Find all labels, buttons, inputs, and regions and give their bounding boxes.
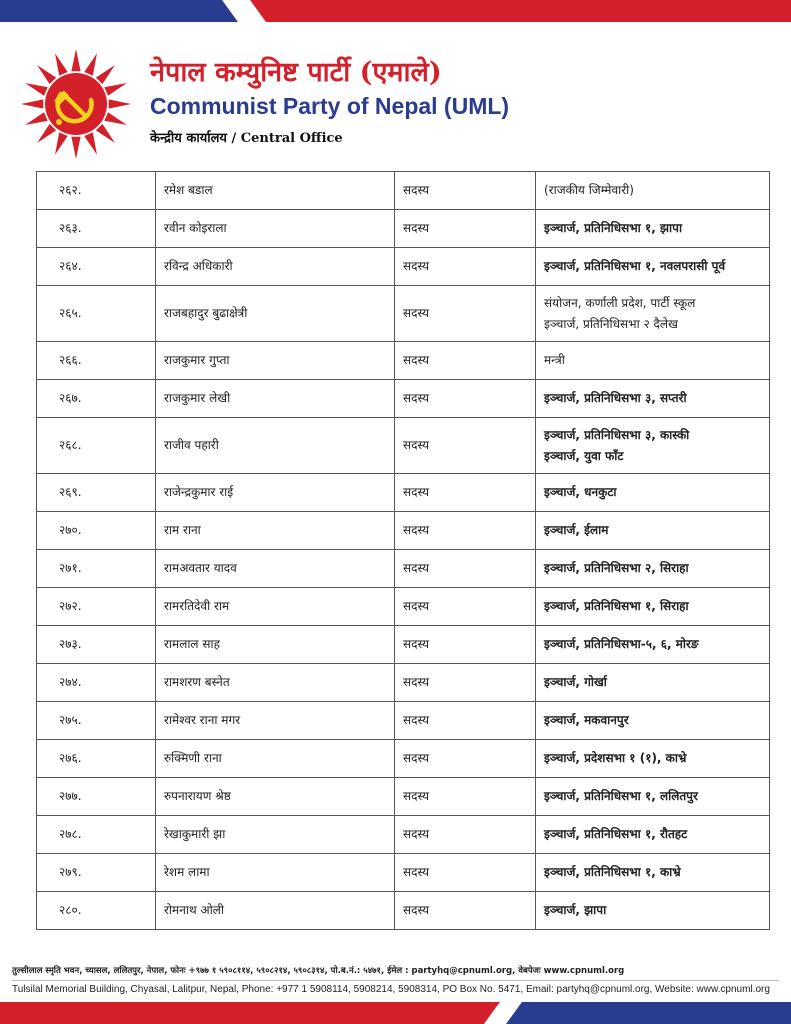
hammer-sickle-sun-icon: [20, 48, 132, 160]
responsibility-cell: [536, 512, 770, 550]
footer-divider: [12, 980, 779, 981]
member-role: सदस्य: [395, 588, 536, 626]
member-role: सदस्य: [395, 740, 536, 778]
serial-number: २७७.: [37, 778, 156, 816]
responsibility-cell: [536, 816, 770, 854]
member-name: रामरतिदेवी राम: [156, 588, 395, 626]
member-role: सदस्य: [395, 474, 536, 512]
responsibility-line: मन्त्री: [544, 353, 565, 367]
member-role: सदस्य: [395, 778, 536, 816]
member-role: सदस्य: [395, 248, 536, 286]
table-row: [37, 626, 770, 664]
member-name: रामशरण बस्नेत: [156, 664, 395, 702]
footer-address-english: Tulsilal Memorial Building, Chyasal, Lalitpur, Nepal, Phone: +977 1 5908114, 5908214, 5908314, PO Box No. 5471, Email: partyhq@cpnuml.org, Website: www.cpnuml.org: [12, 984, 770, 995]
responsibility-line: इञ्चार्ज, प्रदेशसभा १ (१), काभ्रे: [544, 751, 687, 765]
responsibility-cell: [536, 740, 770, 778]
office-label-nepali: केन्द्रीय कार्यालय: [150, 131, 227, 146]
serial-number: २७३.: [37, 626, 156, 664]
serial-number: २६९.: [37, 474, 156, 512]
member-role: सदस्य: [395, 172, 536, 210]
member-name: रुक्मिणी राना: [156, 740, 395, 778]
table-row: [37, 702, 770, 740]
responsibility-cell: [536, 172, 770, 210]
footer-address-nepali: तुल्सीलाल स्मृति भवन, च्यासल, ललितपुर, नेपाल, फोनः +९७७ १ ५९०८११४, ५९०८२१४, ५९०८३१४, पो.ब.नं.: ५४७१, ईमेल : partyhq@cpnuml.org, वेबपेजः www.cpnuml.org: [12, 966, 625, 976]
bottom-color-band: [0, 1002, 791, 1024]
table-row: [37, 248, 770, 286]
member-name: राजबहादुर बुढाक्षेत्री: [156, 286, 395, 342]
serial-number: २६६.: [37, 342, 156, 380]
serial-number: २७६.: [37, 740, 156, 778]
serial-number: २६३.: [37, 210, 156, 248]
serial-number: २६७.: [37, 380, 156, 418]
table-row: [37, 474, 770, 512]
member-role: सदस्य: [395, 342, 536, 380]
serial-number: २७०.: [37, 512, 156, 550]
party-title-nepali: नेपाल कम्युनिष्ट पार्टी (एमाले): [150, 57, 442, 88]
responsibility-line: इञ्चार्ज, मकवानपुर: [544, 713, 629, 727]
responsibility-cell: [536, 380, 770, 418]
serial-number: २६४.: [37, 248, 156, 286]
responsibility-line: इञ्चार्ज, प्रतिनिधिसभा १, झापा: [544, 221, 683, 235]
member-name: रवीन कोइराला: [156, 210, 395, 248]
table-row: [37, 740, 770, 778]
table-row: [37, 892, 770, 930]
serial-number: २८०.: [37, 892, 156, 930]
responsibility-cell: [536, 550, 770, 588]
responsibility-cell: [536, 664, 770, 702]
responsibility-cell: [536, 892, 770, 930]
member-name: राजकुमार लेखी: [156, 380, 395, 418]
responsibility-cell: [536, 626, 770, 664]
member-name: रामअवतार यादव: [156, 550, 395, 588]
responsibility-line: इञ्चार्ज, झापा: [544, 903, 607, 917]
members-table: [36, 171, 770, 930]
party-title-english: Communist Party of Nepal (UML): [150, 93, 510, 119]
responsibility-line: इञ्चार्ज, ईलाम: [544, 523, 609, 537]
responsibility-cell: [536, 702, 770, 740]
member-role: सदस्य: [395, 626, 536, 664]
member-role: सदस्य: [395, 892, 536, 930]
member-role: सदस्य: [395, 854, 536, 892]
member-name: रामेश्वर राना मगर: [156, 702, 395, 740]
responsibility-cell: [536, 286, 770, 342]
serial-number: २७९.: [37, 854, 156, 892]
responsibility-line: संयोजन, कर्णाली प्रदेश, पार्टी स्कूल: [544, 295, 696, 310]
table-row: [37, 854, 770, 892]
responsibility-cell: [536, 418, 770, 474]
responsibility-cell: [536, 474, 770, 512]
serial-number: २६५.: [37, 286, 156, 342]
table-row: [37, 778, 770, 816]
table-row: [37, 380, 770, 418]
responsibility-cell: [536, 588, 770, 626]
serial-number: २७२.: [37, 588, 156, 626]
responsibility-cell: [536, 342, 770, 380]
responsibility-line: इञ्चार्ज, युवा फाँट: [544, 448, 624, 463]
responsibility-line: इञ्चार्ज, प्रतिनिधिसभा १, ललितपुर: [544, 789, 698, 803]
table-row: [37, 286, 770, 342]
office-label: [150, 128, 343, 146]
table-row: [37, 418, 770, 474]
responsibility-line: इञ्चार्ज, प्रतिनिधिसभा ३, कास्की: [544, 427, 690, 442]
serial-number: २६८.: [37, 418, 156, 474]
table-row: [37, 210, 770, 248]
office-label-separator: /: [231, 131, 237, 146]
table-row: [37, 342, 770, 380]
table-row: [37, 550, 770, 588]
responsibility-line: इञ्चार्ज, प्रतिनिधिसभा-५, ६, मोरङ: [544, 637, 699, 651]
member-name: रेशम लामा: [156, 854, 395, 892]
member-name: राजेन्द्रकुमार राई: [156, 474, 395, 512]
member-role: सदस्य: [395, 286, 536, 342]
responsibility-line: (राजकीय जिम्मेवारी): [544, 183, 634, 197]
member-role: सदस्य: [395, 210, 536, 248]
table-row: [37, 588, 770, 626]
member-name: रविन्द्र अधिकारी: [156, 248, 395, 286]
member-role: सदस्य: [395, 512, 536, 550]
table-row: [37, 512, 770, 550]
responsibility-cell: [536, 778, 770, 816]
member-name: राजीव पहारी: [156, 418, 395, 474]
serial-number: २७१.: [37, 550, 156, 588]
member-role: सदस्य: [395, 418, 536, 474]
table-row: [37, 172, 770, 210]
table-row: [37, 816, 770, 854]
responsibility-line: इञ्चार्ज, गोर्खा: [544, 675, 607, 689]
responsibility-cell: [536, 248, 770, 286]
serial-number: २६२.: [37, 172, 156, 210]
member-name: राम राना: [156, 512, 395, 550]
member-role: सदस्य: [395, 816, 536, 854]
responsibility-line: इञ्चार्ज, प्रतिनिधिसभा ३, सप्तरी: [544, 391, 687, 405]
member-role: सदस्य: [395, 664, 536, 702]
member-name: रोमनाथ ओली: [156, 892, 395, 930]
member-role: सदस्य: [395, 702, 536, 740]
member-name: रेखाकुमारी झा: [156, 816, 395, 854]
responsibility-line: इञ्चार्ज, प्रतिनिधिसभा १, नवलपरासी पूर्व: [544, 259, 726, 273]
serial-number: २७५.: [37, 702, 156, 740]
responsibility-line: इञ्चार्ज, प्रतिनिधिसभा १, काभ्रे: [544, 865, 681, 879]
serial-number: २७८.: [37, 816, 156, 854]
responsibility-line: इञ्चार्ज, धनकुटा: [544, 485, 617, 499]
member-name: राजकुमार गुप्ता: [156, 342, 395, 380]
responsibility-line: इञ्चार्ज, प्रतिनिधिसभा २ दैलेख: [544, 316, 678, 331]
responsibility-cell: [536, 854, 770, 892]
member-role: सदस्य: [395, 380, 536, 418]
top-color-band: [0, 0, 791, 22]
member-name: रमेश बडाल: [156, 172, 395, 210]
member-name: रामलाल साह: [156, 626, 395, 664]
responsibility-line: इञ्चार्ज, प्रतिनिधिसभा २, सिराहा: [544, 561, 689, 575]
responsibility-line: इञ्चार्ज, प्रतिनिधिसभा १, रौतहट: [544, 827, 688, 841]
serial-number: २७४.: [37, 664, 156, 702]
table-row: [37, 664, 770, 702]
member-name: रुपनारायण श्रेष्ठ: [156, 778, 395, 816]
responsibility-line: इञ्चार्ज, प्रतिनिधिसभा १, सिराहा: [544, 599, 689, 613]
responsibility-cell: [536, 210, 770, 248]
office-label-english: Central Office: [240, 131, 343, 146]
member-role: सदस्य: [395, 550, 536, 588]
